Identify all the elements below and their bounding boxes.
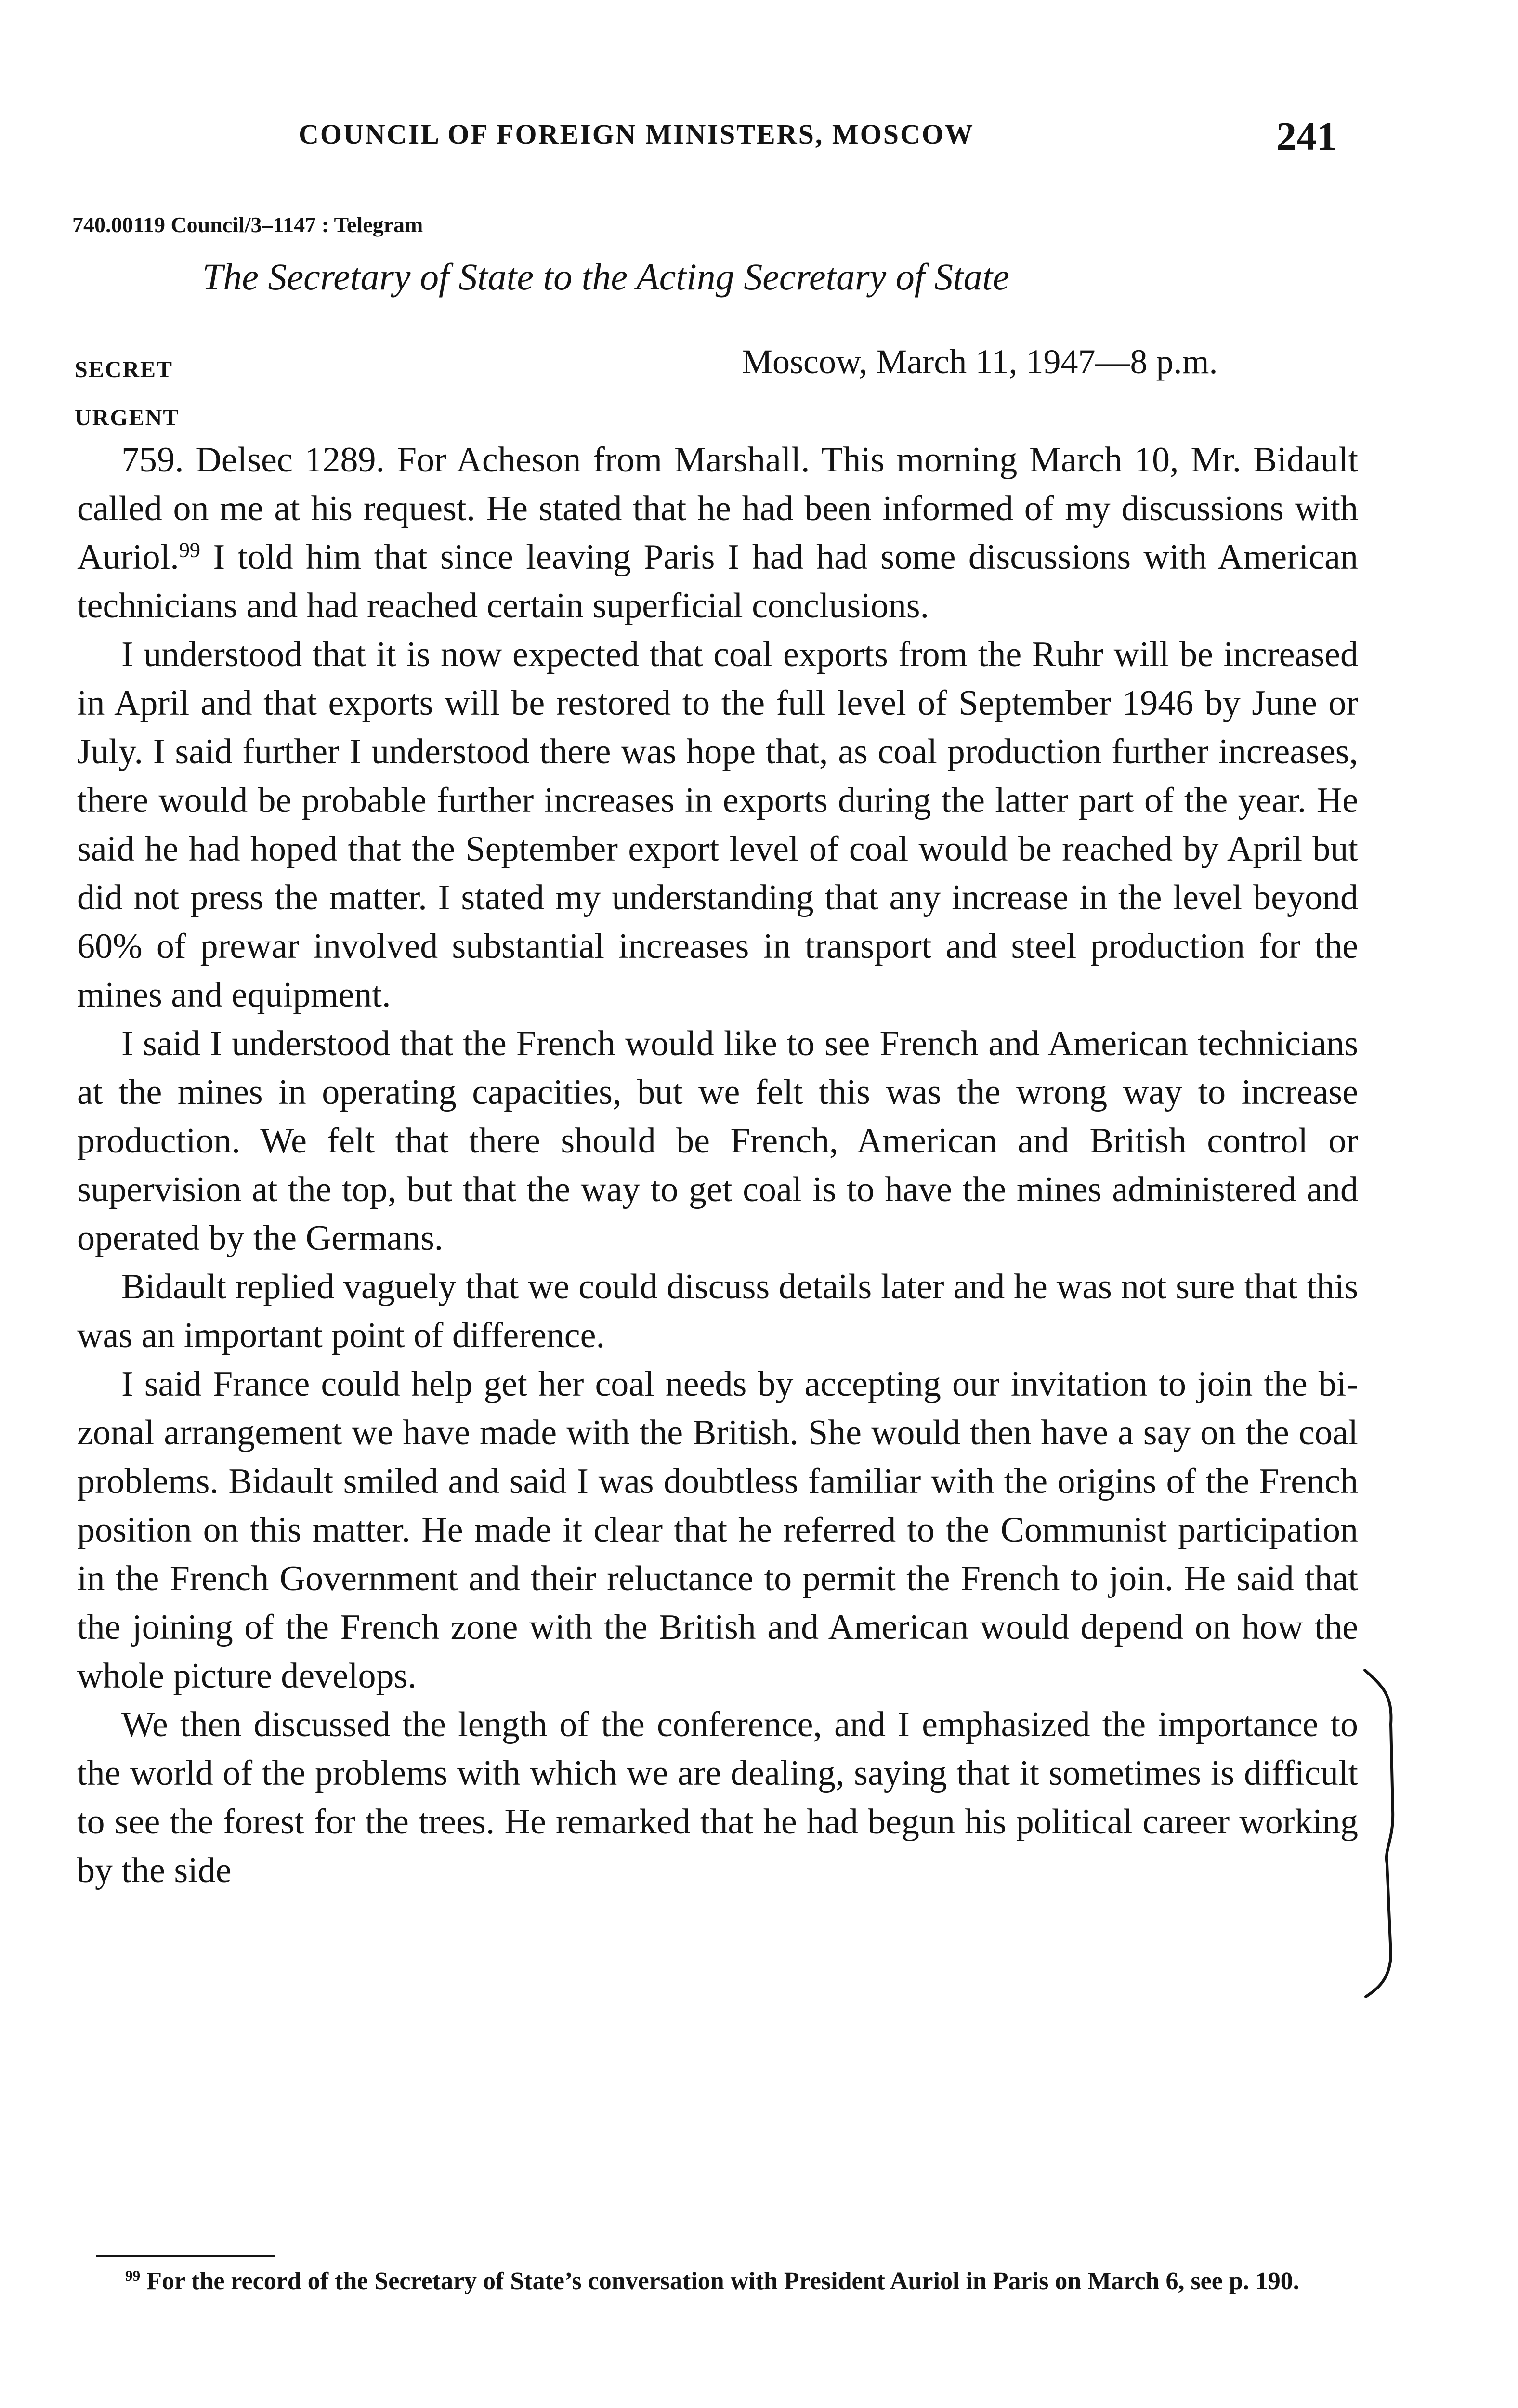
paragraph-1 (77, 436, 1358, 630)
dateline: Moscow, March 11, 1947—8 p.m. (742, 342, 1218, 381)
telegram-body (77, 436, 1358, 1895)
page-number: 241 (1276, 114, 1337, 159)
file-reference: 740.00119 Council/3–1147 : Telegram (72, 212, 423, 237)
classification-secret: SECRET (75, 357, 173, 382)
paragraph-6: We then discussed the length of the conference, and I emphasized the importance to the world of the problems with which we are dealing, saying that it sometimes is difficult to see the forest for the trees. He remarked that he had begun his political career working by the side (77, 1705, 1358, 1890)
paragraph-2: I understood that it is now expected that coal exports from the Ruhr will be increased in April and that exports will be restored to the full level of September 1946 by June or July. I said further I understood there was hope that, as coal production further increases, there would be probable further increases in exports during the latter part of the year. He said he had hoped that the September export level of coal would be reached by April but did not press the matter. I stated my understanding that any increase in the level beyond 60% of prewar involved substantial increases in transport and steel production for the mines and equipment. (77, 635, 1358, 1015)
paragraph-1-text-a: 759. Delsec 1289. For Acheson from Marshall. This morning March 10, Mr. Bidault called on me at his request. He stated that he had been informed of my discussions with Auriol. (77, 440, 1358, 577)
footnote-text: For the record of the Secretary of State’s conversation with President Auriol in Paris on March 6, see p. 190. (140, 2267, 1299, 2295)
running-head: COUNCIL OF FOREIGN MINISTERS, MOSCOW (299, 118, 974, 150)
document-title: The Secretary of State to the Acting Secretary of State (202, 256, 1009, 298)
paragraph-3: I said I understood that the French would like to see French and American technicians at the mines in operating capacities, but we felt this was the wrong way to increase production. We felt that there should be French, American and British control or supervision at the top, but that the way to get coal is to have the mines administered and operated by the Germans. (77, 1024, 1358, 1258)
classification-urgent: URGENT (75, 405, 180, 431)
paragraph-4: Bidault replied vaguely that we could discuss details later and he was not sure that this was an important point of difference. (77, 1267, 1358, 1355)
footnote-divider (96, 2255, 275, 2257)
footnote (96, 2264, 1377, 2299)
paragraph-1-text-b: I told him that since leaving Paris I had had some discussions with American technicians and had reached certain superficial conclusions. (77, 537, 1358, 626)
margin-bracket-mark (1363, 1666, 1401, 1999)
footnote-marker: 99 (125, 2267, 141, 2284)
paragraph-5: I said France could help get her coal needs by accepting our invitation to join the bi-zonal arrangement we have made with the British. She would then have a say on the coal problems. Bidault smiled and said I was doubtless familiar with the origins of the French position on this matter. He made it clear that he referred to the Communist participation in the French Government and their reluctance to permit the French to join. He said that the joining of the French zone with the British and American would depend on how the whole picture develops. (77, 1364, 1358, 1696)
footnote-reference: 99 (179, 537, 201, 562)
